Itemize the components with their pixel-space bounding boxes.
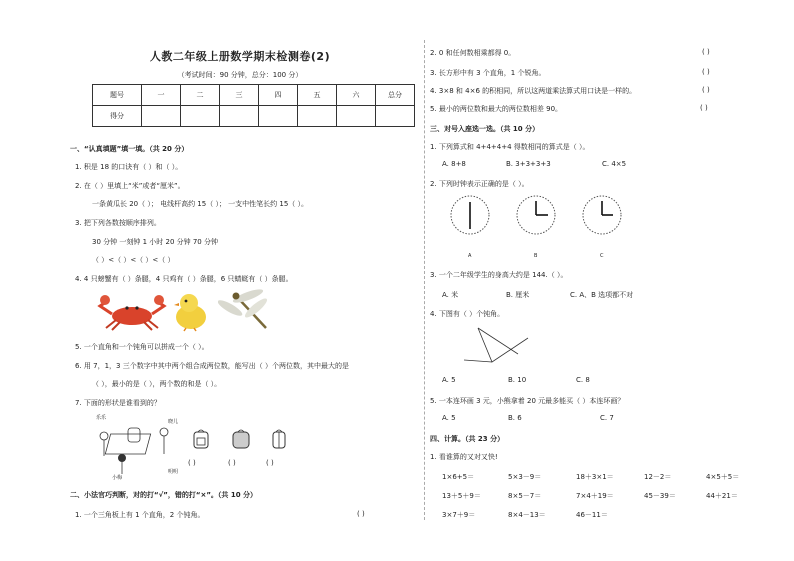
question-1-4: 4. 4 只螃蟹有（ ）条腿，4 只鸡有（ ）条腿，6 只蜻蜓有（ ）条腿。 — [75, 275, 293, 283]
answer-paren[interactable]: ( ) — [188, 459, 196, 467]
score-header: 一 — [142, 85, 181, 106]
question-1-3-blanks: （ ）<（ ）<（ ）<（ ） — [92, 256, 175, 264]
calc-item: 1×6+5＝ — [442, 473, 475, 481]
judge-3-answer[interactable]: ( ) — [702, 68, 710, 76]
backpack-view-3-icon — [268, 428, 290, 450]
angle-figure — [458, 322, 530, 366]
dragonfly-picture — [218, 288, 280, 334]
choice-4-b[interactable]: B. 10 — [508, 376, 527, 384]
observer-label-xiaoer: 晓儿 — [168, 419, 179, 425]
calc-instruction: 1. 看谁算的又对又快! — [430, 453, 498, 461]
choice-4-a[interactable]: A. 5 — [442, 376, 456, 384]
section-4-heading: 四、计算。（共 23 分） — [430, 435, 505, 443]
score-header: 二 — [181, 85, 220, 106]
calc-item: 13＋5＋9＝ — [442, 492, 481, 500]
question-1-5: 5. 一个直角和一个钝角可以拼成一个（ ）。 — [75, 343, 209, 351]
choice-3: 3. 一个二年级学生的身高大约是 144.（ ）。 — [430, 271, 568, 279]
choice-1-a[interactable]: A. 8+8 — [442, 160, 466, 168]
answer-paren[interactable]: ( ) — [266, 459, 274, 467]
section-2-heading: 二、小法官巧判断，对的打“√”，错的打“×”。（共 10 分） — [70, 491, 258, 499]
choice-5: 5. 一本连环画 3 元，小熊拿着 20 元最多能买（ ）本连环画？ — [430, 397, 625, 405]
score-header: 六 — [337, 85, 376, 106]
page-title: 人教二年级上册数学期末检测卷(2) — [149, 50, 331, 63]
clock-b-label: B — [534, 253, 538, 259]
score-header: 五 — [298, 85, 337, 106]
clock-a-icon — [448, 193, 492, 237]
question-1-1: 1. 积是 18 的口诀有（ ）和（ ）。 — [75, 163, 183, 171]
answer-paren[interactable]: ( ) — [228, 459, 236, 467]
calc-item: 44＋21＝ — [706, 492, 738, 500]
choice-1-b[interactable]: B. 3+3+3+3 — [506, 160, 551, 168]
observer-label-mingming: 明明 — [168, 469, 179, 475]
score-cell[interactable] — [220, 106, 259, 127]
choice-4-c[interactable]: C. 8 — [576, 376, 590, 384]
choice-4: 4. 下图有（ ）个钝角。 — [430, 310, 505, 318]
observer-label-xiaomei: 小梅 — [112, 475, 123, 481]
calc-item: 12－2＝ — [644, 473, 672, 481]
calc-item: 46－11＝ — [576, 511, 608, 519]
score-cell[interactable] — [298, 106, 337, 127]
score-row-label: 得分 — [93, 106, 142, 127]
choice-5-c[interactable]: C. 7 — [600, 414, 614, 422]
question-1-2: 2. 在（ ）里填上“米”或者“厘米”。 — [75, 182, 185, 190]
score-cell[interactable] — [337, 106, 376, 127]
observer-label-lele: 乐乐 — [96, 415, 107, 421]
backpack-view-2-icon — [230, 428, 252, 450]
score-cell[interactable] — [259, 106, 298, 127]
score-header: 总分 — [376, 85, 415, 106]
score-header-row — [93, 85, 415, 106]
backpack-view-1-icon — [190, 428, 212, 450]
clock-c-label: C — [600, 253, 604, 259]
calc-item: 8×4－13＝ — [508, 511, 546, 519]
choice-1-c[interactable]: C. 4×5 — [602, 160, 627, 168]
calc-item: 5×3－9＝ — [508, 473, 542, 481]
choice-5-b[interactable]: B. 6 — [508, 414, 522, 422]
calc-item: 45－39＝ — [644, 492, 676, 500]
judge-1-answer[interactable]: ( ) — [357, 510, 365, 518]
calc-item: 18＋3×1＝ — [576, 473, 614, 481]
question-1-7: 7. 下面的形状是谁看到的？ — [75, 399, 161, 407]
score-cell[interactable] — [376, 106, 415, 127]
judge-4-answer[interactable]: ( ) — [702, 86, 710, 94]
judge-3: 3. 长方形中有 3 个直角，1 个锐角。 — [430, 69, 546, 77]
crab-picture — [96, 292, 168, 332]
score-row — [93, 106, 415, 127]
calc-item: 3×7＋9＝ — [442, 511, 476, 519]
chick-picture — [170, 290, 212, 332]
choice-3-b[interactable]: B. 厘米 — [506, 291, 530, 299]
clock-a-label: A — [468, 253, 472, 259]
clock-b-icon — [514, 193, 558, 237]
question-1-6: 6. 用 7，1，3 三个数字中其中两个组合成两位数，能写出（ ）个两位数，其中最大的是 — [75, 362, 349, 370]
choice-5-a[interactable]: A. 5 — [442, 414, 456, 422]
score-header: 三 — [220, 85, 259, 106]
score-header: 四 — [259, 85, 298, 106]
section-3-heading: 三、对号入座选一选。（共 10 分） — [430, 125, 540, 133]
judge-2: 2. 0 和任何数相乘都得 0。 — [430, 49, 516, 57]
choice-3-c[interactable]: C. A、B 选项都不对 — [570, 291, 634, 299]
question-1-6-cont: （ ），最小的是（ ），两个数的和是（ ）。 — [92, 380, 222, 388]
score-cell[interactable] — [142, 106, 181, 127]
question-1-3: 3. 把下列各数按顺序排列。 — [75, 219, 161, 227]
choice-1: 1. 下列算式和 4+4+4+4 得数相同的算式是（ ）。 — [430, 143, 590, 151]
calc-item: 7×4＋19＝ — [576, 492, 614, 500]
judge-2-answer[interactable]: ( ) — [702, 48, 710, 56]
question-1-2-items: 一条黄瓜长 20（ ）； 电线杆高约 15（ ）； 一支中性笔长约 15（ ）。 — [92, 200, 309, 208]
question-1-3-items: 30 分钟 一刻钟 1 小时 20 分钟 70 分钟 — [92, 238, 218, 246]
judge-5-answer[interactable]: ( ) — [700, 104, 708, 112]
column-divider — [424, 40, 425, 520]
choice-3-a[interactable]: A. 米 — [442, 291, 459, 299]
score-table — [92, 84, 415, 127]
exam-info: （考试时间：90 分钟，总分：100 分） — [177, 71, 303, 79]
section-1-heading: 一、“认真填题”填一填。（共 20 分） — [70, 145, 189, 153]
choice-2: 2. 下列时钟表示正确的是（ ）。 — [430, 180, 529, 188]
clock-c-icon — [580, 193, 624, 237]
score-header: 题号 — [93, 85, 142, 106]
calc-item: 8×5－7＝ — [508, 492, 542, 500]
judge-4: 4. 3×8 和 4×6 的积相同，所以这两道乘法算式用口诀是一样的。 — [430, 87, 637, 95]
calc-item: 4×5＋5＝ — [706, 473, 740, 481]
score-cell[interactable] — [181, 106, 220, 127]
judge-5: 5. 最小的两位数和最大的两位数相差 90。 — [430, 105, 563, 113]
judge-1: 1. 一个三角板上有 1 个直角，2 个钝角。 — [75, 511, 205, 519]
